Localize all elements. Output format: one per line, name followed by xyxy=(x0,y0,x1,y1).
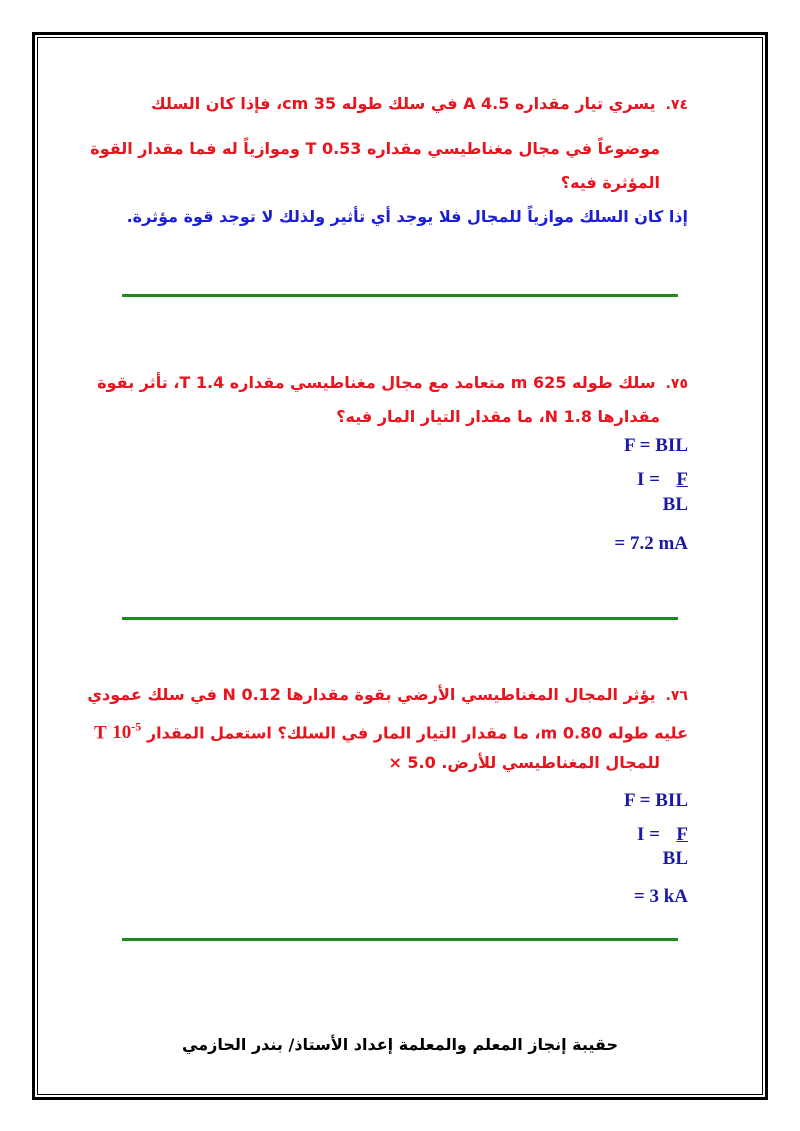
q76-number: ٧٦. xyxy=(665,688,688,704)
q75-line2: مقدارها N 1.8، ما مقدار التيار المار فيه؟ xyxy=(336,407,660,426)
separator-2 xyxy=(122,617,678,620)
q74-line2: موضوعاً في مجال مغناطيسي مقداره T 0.53 وموازياً له فما مقدار القوة xyxy=(90,139,660,158)
q76-fraction-numerator: F xyxy=(676,824,688,845)
q75-fraction-numerator: F xyxy=(676,469,688,490)
footer-credit: حقيبة إنجاز المعلم والمعلمة إعداد الأستاذ/ بندر الحازمي xyxy=(182,1035,618,1054)
q75-result: = 7.2 mA xyxy=(614,533,688,554)
q76-power xyxy=(112,722,141,743)
q76-line2 xyxy=(94,716,688,744)
q76-line3 xyxy=(388,752,660,774)
separator-1 xyxy=(122,294,678,297)
q76-text1: يؤثر المجال المغناطيسي الأرضي بقوة مقدارها N 0.12 في سلك عمودي xyxy=(87,685,656,704)
q76-line1 xyxy=(87,684,688,707)
q76-equation-2-lhs: I = xyxy=(637,824,660,845)
q75-line1 xyxy=(97,372,688,395)
q75-equation-2-lhs: I = xyxy=(637,469,660,490)
q76-text3: للمجال المغناطيسي للأرض. xyxy=(441,753,660,772)
q74-line1 xyxy=(151,93,688,116)
q74-number: ٧٤. xyxy=(665,97,688,113)
q76-power-exp: -5 xyxy=(131,720,142,734)
q76-value: × 5.0 xyxy=(388,753,436,772)
q75-text1: سلك طوله 625 m متعامد مع مجال مغناطيسي مقداره T 1.4، تأثر بقوة xyxy=(97,373,656,392)
q74-text1: يسري تيار مقداره A 4.5 في سلك طوله 35 cm، فإذا كان السلك xyxy=(151,94,656,113)
q76-unit: T xyxy=(94,722,107,744)
q74-answer: إذا كان السلك موازياً للمجال فلا يوجد أي تأثير ولذلك لا توجد قوة مؤثرة. xyxy=(126,207,688,226)
separator-3 xyxy=(122,938,678,941)
page-border-inner xyxy=(37,37,763,1095)
q76-power-base: 10 xyxy=(112,722,132,744)
q74-line3: المؤثرة فيه؟ xyxy=(560,173,660,192)
q75-number: ٧٥. xyxy=(665,376,688,392)
q76-equation-1: F = BIL xyxy=(624,790,688,811)
q76-text2: عليه طوله 0.80 m، ما مقدار التيار المار في السلك؟ استعمل المقدار xyxy=(146,723,688,743)
q76-result: = 3 kA xyxy=(633,886,688,907)
q76-fraction-denominator: BL xyxy=(662,848,688,869)
q75-fraction-denominator: BL xyxy=(662,494,688,515)
q75-equation-1: F = BIL xyxy=(624,435,688,456)
